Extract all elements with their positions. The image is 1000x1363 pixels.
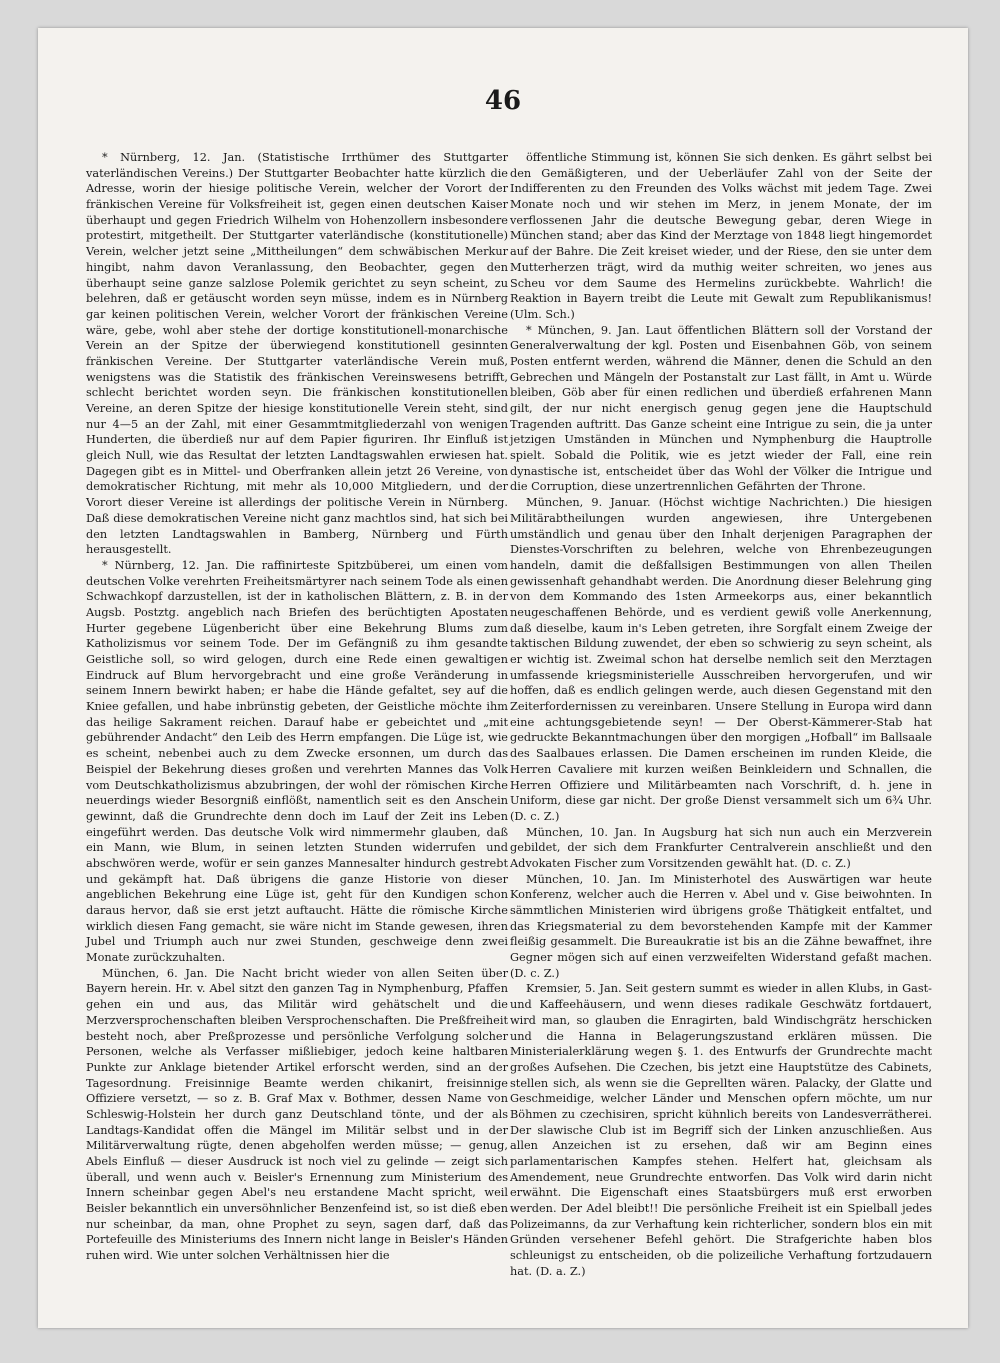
page-number: 46 xyxy=(484,86,522,116)
article-paragraph: öffentliche Stimmung ist, können Sie sich denken. Es gährt selbst bei den Gemäßigteren, und der Ueberläufer Zahl von der Seite der Indifferenten zu den Freunden des Volks wächst mit jedem Tage. Zwei Monate noch und wir stehen im Merz, in jenem Monate, der im verflossenen Jahr die deutsche Bewegung gebar, deren Wiege in München stand; aber das Kind der Merztage von 1848 liegt hingemordet auf der Bahre. Die Zeit kreiset wieder, und der Riese, den sie unter dem Mutterherzen trägt, wird da muthig weiter schreiten, wo jenes aus Scheu vor dem Saume des Hermelins zurückbebte. Wahrlich! die Reaktion in Bayern treibt die Leute mit Gewalt zum Republikanismus! (Ulm. Sch.) xyxy=(510,151,932,321)
article-paragraph: Kremsier, 5. Jan. Seit gestern summt es wieder in allen Klubs, in Gast- und Kaffeehäusern, und wenn dieses radikale Geschwätz fortdauert, wird man, so glauben die Enragirten, bald Windischgrätz herschicken und die Hanna in Belagerungszustand erklären müssen. Die Ministerialerklärung wegen §. 1. des Entwurfs der Grundrechte macht großes Aufsehen. Die Czechen, bis jetzt eine Hauptstütze des Cabinets, stellen sich, als wenn sie die Geprellten wären. Palacky, der Glatte und Geschmeidige, welcher Länder und Menschen opfern möchte, um nur Böhmen zu czechisiren, spricht kühnlich bereits von Landesverrätherei. Der slawische Club ist im Begriff sich der Linken anzuschließen. Aus allen Anzeichen ist zu ersehen, daß wir am Beginn eines parlamentarischen Kampfes stehen. Helfert hat, gleichsam als Amendement, neue Grundrechte entworfen. Das Volk wird darin nicht erwähnt. Die Eigenschaft eines Staatsbürgers muß erst erworben werden. Der Adel bleibt!! Die persönliche Freiheit ist ein Spielball jedes Polizeimanns, da zur Verhaftung kein richterlicher, sondern blos ein mit Gründen versehener Befehl gehört. Die Strafgerichte haben blos schleunigst zu entscheiden, ob die polizeiliche Verhaftung fortzudauern hat. (D. a. Z.) xyxy=(510,982,932,1278)
article-paragraph: * Nürnberg, 12. Jan. (Statistische Irrthümer des Stuttgarter vaterländischen Vereins.) Der Stuttgarter Beobachter hatte kürzlich die Adresse, worin der hiesige politische Verein, welcher der Vorort der fränkischen Vereine für Volksfreiheit ist, gegen einen deutschen Kaiser überhaupt und gegen Friedrich Wilhelm von Hohenzollern insbesondere protestirt, mitgetheilt. Der Stuttgarter vaterländische (konstitutionelle) Verein, welcher jetzt seine „Mittheilungen“ dem schwäbischen Merkur hingibt, nahm davon Veranlassung, den Beobachter, gegen den überhaupt seine ganze salzlose Polemik gerichtet zu seyn scheint, zu belehren, daß er getäuscht worden seyn müsse, indem es in Nürnberg gar keinen politischen Verein, welcher Vorort der fränkischen Vereine wäre, gebe, wohl aber stehe der dortige konstitutionell-monarchische Verein an der Spitze der überwiegend konstitutionell gesinnten fränkischen Vereine. Der Stuttgarter vaterländische Verein muß, wenigstens was die Statistik des fränkischen Vereinswesens betrifft, schlecht berichtet worden seyn. Die fränkischen konstitutionellen Vereine, an deren Spitze der hiesige konstitutionelle Verein steht, sind nur 4—5 an der Zahl, mit einer Gesammtmitgliederzahl von wenigen Hunderten, die überdieß nur auf dem Papier figuriren. Ihr Einfluß ist gleich Null, wie das Resultat der letzten Landtagswahlen erwiesen hat. Dagegen gibt es in Mittel- und Oberfranken allein jetzt 26 Vereine, von demokratischer Richtung, mit mehr als 10,000 Mitgliedern, und der Vorort dieser Vereine ist allerdings der politische Verein in Nürnberg. Daß diese demokratischen Vereine nicht ganz machtlos sind, hat sich bei den letzten Landtagswahlen in Bamberg, Nürnberg und Fürth herausgestellt. xyxy=(86,151,508,557)
article-paragraph: * Nürnberg, 12. Jan. Die raffinirteste Spitzbüberei, um einen vom deutschen Volke verehrten Freiheitsmärtyrer nach seinem Tode als einen Schwachkopf darzustellen, ist der in katholischen Blättern, z. B. in der Augsb. Postztg. angeblich nach Briefen des berüchtigten Apostaten Hurter gegebene Lügenbericht über eine Bekehrung Blums zum Katholizismus vor seinem Tode. Der im Gefängniß zu ihm gesandte Geistliche soll, so wird gelogen, durch eine Rede einen gewaltigen Eindruck auf Blum hervorgebracht und eine große Veränderung in seinem Innern bewirkt haben; er habe die Hände gefaltet, sey auf die Kniee gefallen, und habe inbrünstig gebeten, der Geistliche möchte ihm das heilige Sakrament reichen. Darauf habe er gebeichtet und „mit gebührender Andacht“ den Leib des Herrn empfangen. Die Lüge ist, wie es scheint, nebenbei auch zu dem Zwecke ersonnen, um durch das Beispiel der Bekehrung dieses großen und verehrten Mannes das Volk vom Deutschkatholizismus abzubringen, der wohl der römischen Kirche neuerdings wieder Besorgniß einflößt, namentlich seit es den Anschein gewinnt, daß die Grundrechte denn doch im Lauf der Zeit ins Leben eingeführt werden. Das deutsche Volk wird nimmermehr glauben, daß ein Mann, wie Blum, in seinen letzten Stunden widerrufen und abschwören werde, wofür er sein ganzes Mannesalter hindurch gestrebt und gekämpft hat. Daß übrigens die ganze Historie von dieser angeblichen Bekehrung eine Lüge ist, geht für den Kundigen schon daraus hervor, daß sie erst jetzt auftaucht. Hätte die römische Kirche wirklich diesen Fang gemacht, sie wäre nicht im Stande gewesen, ihren Jubel und Triumph auch nur zwei Stunden, geschweige denn zwei Monate zurückzuhalten. xyxy=(86,558,508,965)
article-paragraph: München, 9. Januar. (Höchst wichtige Nachrichten.) Die hiesigen Militärabtheilungen wurden angewiesen, ihre Untergebenen umständlich und genau über den Inhalt derjenigen Paragraphen der Dienstes-Vorschriften zu belehren, welche von Ehrenbezeugungen handeln, damit die deßfallsigen Bestimmungen von allen Theilen gewissenhaft gehandhabt werden. Die Anordnung dieser Belehrung ging von dem Kommando des 1sten Armeekorps aus, einer bekanntlich neugeschaffenen Behörde, und es verdient gewiß volle Anerkennung, daß dieselbe, kaum in's Leben getreten, ihre Sorgfalt einem Zweige der taktischen Bildung zuwendet, der eben so schwierig zu seyn scheint, als er wichtig ist. Zweimal schon hat derselbe nemlich seit den Merztagen umfassende kriegsministerielle Ausschreiben hervorgerufen, und wir hoffen, daß es endlich gelingen werde, auch diesen Gegenstand mit den Zeiterfordernissen zu vereinbaren. Unsere Stellung in Europa wird dann eine achtungsgebietende seyn! — Der Oberst-Kämmerer-Stab hat gedruckte Bekanntmachungen über den morgigen „Hofball“ im Ballsaale des Saalbaues erlassen. Die Damen erscheinen im runden Kleide, die Herren Cavaliere mit kurzen weißen Beinkleidern und Schnallen, die Herren Offiziere und Militärbeamten nach Vorschrift, d. h. jene in Uniform, diese gar nicht. Der große Dienst versammelt sich um 6¾ Uhr. (D. c. Z.) xyxy=(510,496,932,823)
article-paragraph: München, 10. Jan. Im Ministerhotel des Auswärtigen war heute Konferenz, welcher auch die Herren v. Abel und v. Gise beiwohnten. In sämmtlichen Ministerien wird übrigens große Thätigkeit entfaltet, und das Kriegsmaterial zu dem bevorstehenden Kampfe mit der Kammer fleißig gesammelt. Die Bureaukratie ist bis an die Zähne bewaffnet, ihre Gegner mögen sich auf einen verzweifelten Widerstand gefaßt machen. (D. c. Z.) xyxy=(510,872,932,980)
article-paragraph: München, 10. Jan. In Augsburg hat sich nun auch ein Merzverein gebildet, der sich dem Frankfurter Centralverein anschließt und den Advokaten Fischer zum Vorsitzenden gewählt hat. (D. c. Z.) xyxy=(510,825,932,870)
right-column xyxy=(510,150,932,1280)
left-column xyxy=(86,150,508,1264)
article-paragraph: * München, 9. Jan. Laut öffentlichen Blättern soll der Vorstand der Generalverwaltung der kgl. Posten und Eisenbahnen Göb, von seinem Posten entfernt werden, während die Männer, denen die Schuld an den Gebrechen und Mängeln der Postanstalt zur Last fällt, in Amt u. Würde bleiben, Göb aber für einen redlichen und überdieß erfahrenen Mann gilt, der nur nicht energisch genug gegen jene die Hauptschuld Tragenden auftritt. Das Ganze scheint eine Intrigue zu sein, die ja unter jetzigen Umständen in München und Nymphenburg die Hauptrolle spielt. Sobald die Politik, wie es jetzt wieder der Fall, eine rein dynastische ist, entscheidet über das Wohl der Völker die Intrigue und die Corruption, diese unzertrennlichen Gefährten der Throne. xyxy=(510,323,932,494)
article-paragraph: München, 6. Jan. Die Nacht bricht wieder von allen Seiten über Bayern herein. Hr. v. Abel sitzt den ganzen Tag in Nymphenburg, Pfaffen gehen ein und aus, das Militär wird gehätschelt und die Merzversprochenschaften bleiben Versprochenschaften. Die Preßfreiheit besteht noch, aber Preßprozesse und persönliche Verfolgung solcher Personen, welche als Verfasser mißliebiger, jedoch keine haltbaren Punkte zur Anklage bietender Artikel erforscht werden, sind an der Tagesordnung. Freisinnige Beamte werden chikanirt, freisinnige Offiziere versetzt, — so z. B. Graf Max v. Bothmer, dessen Name von Schleswig-Holstein her durch ganz Deutschland tönte, und der als Landtags-Kandidat offen die Mängel im Militär selbst und in der Militärverwaltung rügte, denen abgeholfen werden müsse; — genug, Abels Einfluß — dieser Ausdruck ist noch viel zu gelinde — zeigt sich überall, und wenn auch v. Beisler's Ernennung zum Ministerium des Innern scheinbar gegen Abel's neu erstandene Macht spricht, weil Beisler bekanntlich ein unversöhnlicher Benzenfeind ist, so ist dieß eben nur scheinbar, da man, ohne Prophet zu seyn, sagen darf, daß das Portefeuille des Ministeriums des Innern nicht lange in Beisler's Händen ruhen wird. Wie unter solchen Verhältnissen hier die xyxy=(86,966,508,1263)
newspaper-page xyxy=(38,28,968,1328)
